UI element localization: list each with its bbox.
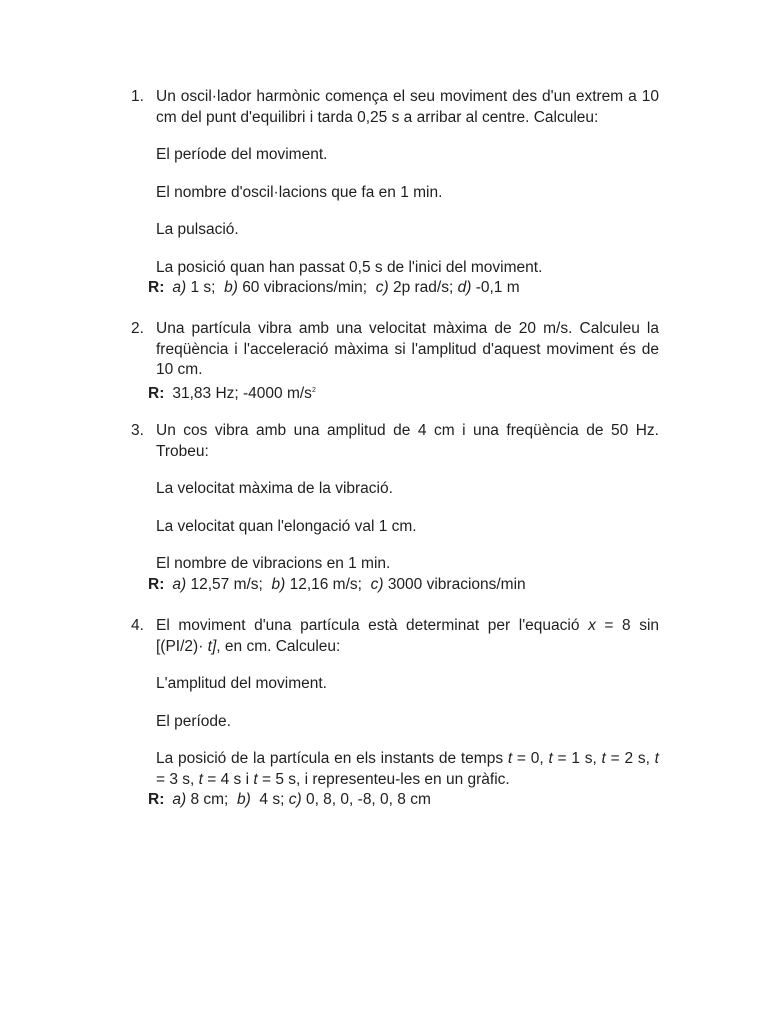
answer-a-tag: a) bbox=[172, 575, 187, 593]
answer-c: 0, 8, 0, -8, 0, 8 cm bbox=[305, 791, 431, 808]
answer-a: 1 s; bbox=[190, 279, 216, 296]
question-c: La pulsació. bbox=[156, 221, 239, 238]
problem-statement: Un oscil·lador harmònic comença el seu moviment des d'un extrem a 10 cm del punt d'equilibri i tarda 0,25 s a arribar al centre. Calculeu: bbox=[156, 88, 659, 126]
var-t: t bbox=[198, 770, 203, 788]
var-t: t bbox=[548, 750, 553, 767]
question-a: El període del moviment. bbox=[156, 146, 328, 163]
problem-number: 3. bbox=[131, 422, 144, 439]
answer-c-tag: c) bbox=[370, 575, 384, 593]
answer-line bbox=[148, 575, 659, 596]
answer-c-tag: c) bbox=[288, 791, 302, 808]
statement-text: = 8 sin [(PI/2)· bbox=[156, 617, 660, 655]
answer-b-tag: b) bbox=[237, 791, 251, 808]
answer-superscript: 2 bbox=[311, 386, 316, 394]
answer-c-tag: c) bbox=[375, 279, 389, 296]
question-a: La velocitat màxima de la vibració. bbox=[156, 480, 393, 497]
answer-line bbox=[148, 278, 659, 299]
answer-b: 60 vibracions/min; bbox=[242, 279, 368, 296]
problem-4 bbox=[131, 616, 659, 811]
var-t: t bbox=[253, 770, 258, 788]
answer-a-tag: a) bbox=[172, 791, 187, 808]
q-text: = 3 s, bbox=[156, 770, 199, 788]
answer-b: 12,16 m/s; bbox=[289, 575, 362, 593]
answer-label: R: bbox=[148, 575, 165, 593]
q-text: = 0, bbox=[512, 750, 549, 767]
answer-d: -0,1 m bbox=[475, 279, 520, 296]
problem-statement: Un cos vibra amb una amplitud de 4 cm i una freqüència de 50 Hz. Trobeu: bbox=[156, 422, 659, 460]
answer-b-tag: b) bbox=[224, 279, 238, 296]
answer-a: 12,57 m/s; bbox=[190, 575, 263, 593]
problem-1 bbox=[131, 87, 659, 299]
question-b: El nombre d'oscil·lacions que fa en 1 min. bbox=[156, 183, 443, 201]
question-c: El nombre de vibracions en 1 min. bbox=[156, 555, 391, 572]
answer-a: 8 cm; bbox=[190, 791, 229, 808]
question-c bbox=[156, 749, 659, 790]
var-t: t bbox=[507, 750, 513, 767]
question-b: El període. bbox=[156, 712, 231, 730]
var-t: t bbox=[601, 750, 606, 767]
problem-number: 1. bbox=[131, 88, 144, 105]
statement-text: , en cm. Calculeu: bbox=[216, 637, 341, 655]
statement-var-x: x bbox=[588, 617, 596, 634]
var-t: t bbox=[654, 750, 659, 767]
q-text: = 1 s, bbox=[552, 750, 602, 767]
answer-b: 4 s; bbox=[259, 791, 285, 808]
statement-var-t: t] bbox=[207, 637, 217, 655]
q-text: = 2 s, bbox=[605, 750, 655, 767]
answer-line bbox=[148, 381, 659, 405]
problem-2 bbox=[131, 319, 659, 404]
answer-label: R: bbox=[148, 384, 165, 402]
q-text: La posició de la partícula en els instants de temps bbox=[156, 750, 508, 767]
answer-label: R: bbox=[148, 279, 165, 296]
q-text: = 4 s i bbox=[202, 770, 254, 788]
answer-a-tag: a) bbox=[172, 279, 187, 296]
problem-number: 4. bbox=[131, 617, 144, 634]
q-text: = 5 s, i representeu-les en un gràfic. bbox=[257, 770, 510, 788]
problem-statement: Una partícula vibra amb una velocitat màxima de 20 m/s. Calculeu la freqüència i l'acceleració màxima si l'amplitud d'aquest moviment és de 10 cm. bbox=[156, 320, 659, 378]
answer-b-tag: b) bbox=[271, 575, 286, 593]
answer-d-tag: d) bbox=[457, 279, 472, 296]
answer-label: R: bbox=[148, 791, 165, 808]
question-d: La posició quan han passat 0,5 s de l'inici del moviment. bbox=[156, 258, 543, 276]
problem-number: 2. bbox=[131, 320, 144, 337]
answer-c: 2p rad/s; bbox=[392, 279, 454, 296]
question-a: L'amplitud del moviment. bbox=[156, 675, 327, 692]
answer-text: 31,83 Hz; -4000 m/s bbox=[172, 384, 312, 402]
question-b: La velocitat quan l'elongació val 1 cm. bbox=[156, 517, 417, 535]
problem-3 bbox=[131, 421, 659, 595]
answer-c: 3000 vibracions/min bbox=[387, 575, 526, 593]
statement-text: El moviment d'una partícula està determinat per l'equació bbox=[156, 617, 589, 634]
answer-line bbox=[148, 790, 659, 811]
problem-statement bbox=[156, 616, 659, 657]
